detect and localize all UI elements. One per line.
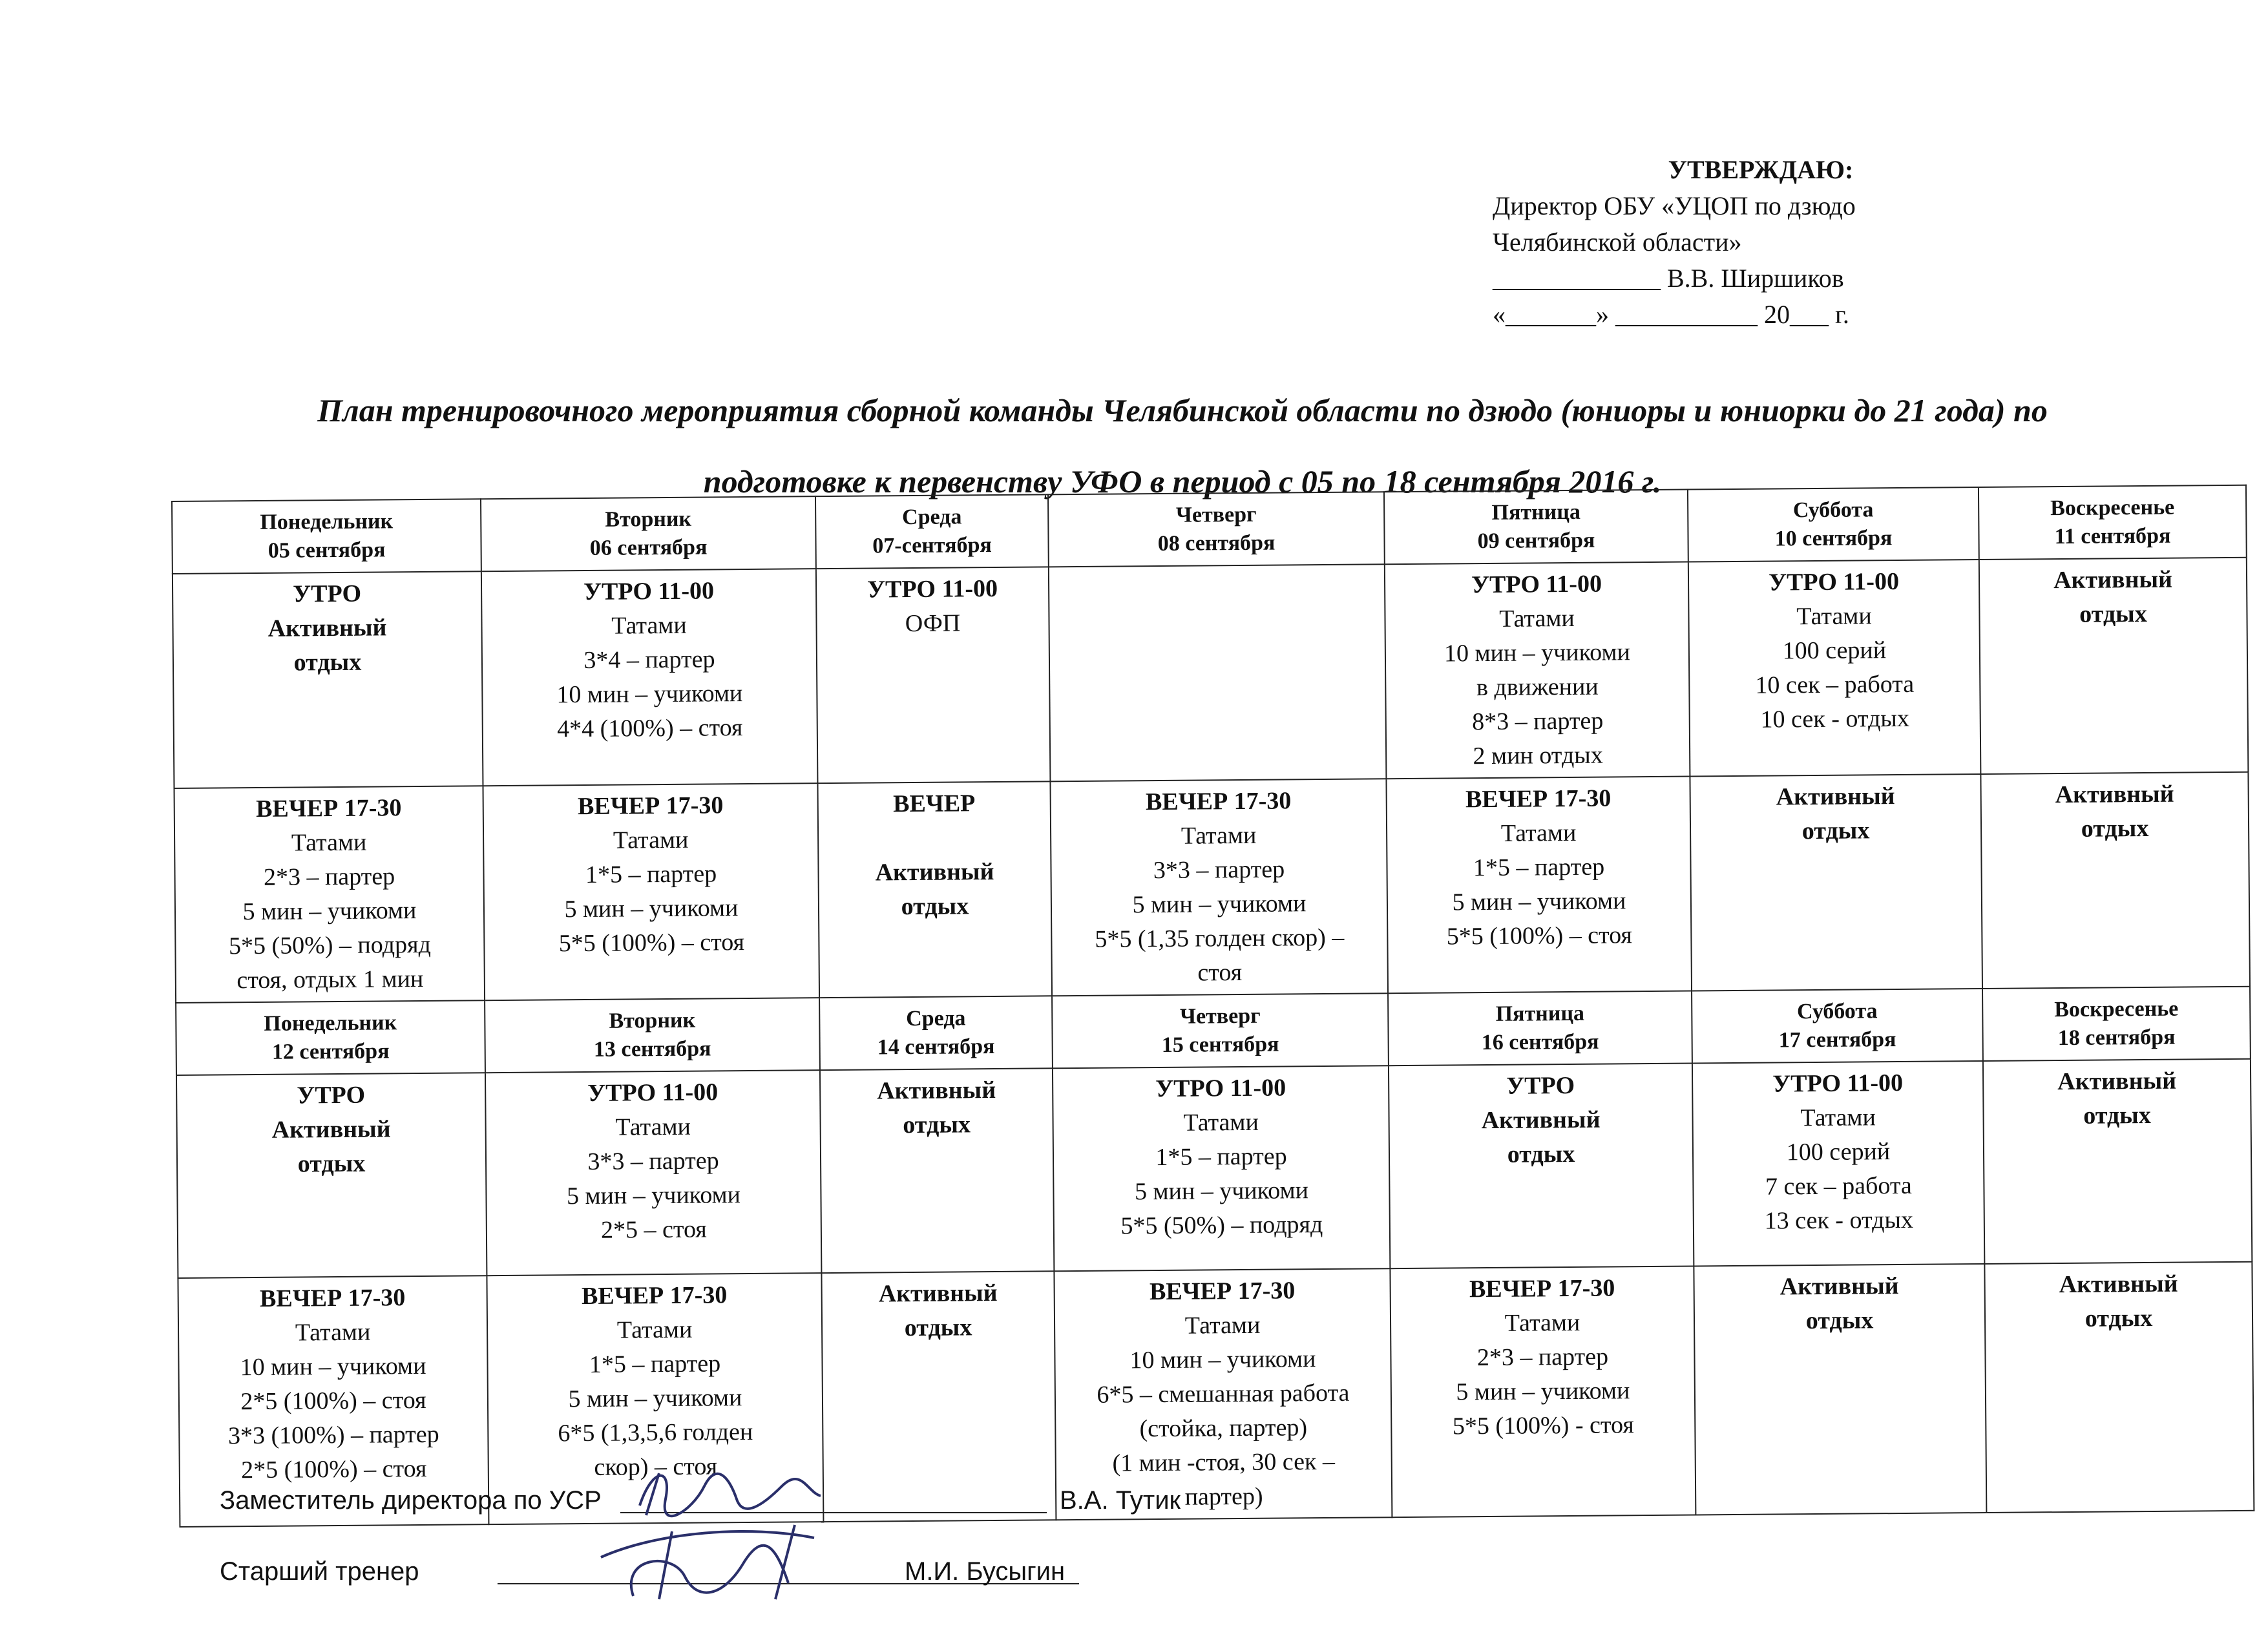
session-rest-label: отдых <box>904 1314 972 1342</box>
session-exercise-line: 5 мин – учикоми <box>564 894 739 923</box>
day-date: 17 сентября <box>1778 1027 1896 1053</box>
session-exercise-line: Татами <box>613 826 689 854</box>
session-exercise-line: скор) – стоя <box>594 1453 718 1481</box>
morning-session-cell <box>1385 562 1690 779</box>
day-name: Суббота <box>1796 999 1878 1024</box>
session-exercise-line: 5*5 (50%) – подряд <box>228 930 431 960</box>
evening-session-cell <box>1386 777 1692 994</box>
session-exercise-line: 10 мин – учикоми <box>556 680 743 709</box>
session-rest-label: Активный <box>271 1115 391 1144</box>
evening-session-cell <box>817 781 1052 998</box>
session-exercise-line: 10 сек – работа <box>1755 670 1915 699</box>
day-name: Четверг <box>1175 502 1257 527</box>
day-date: 18 сентября <box>2057 1025 2176 1051</box>
morning-session-cell <box>1389 1064 1694 1269</box>
session-rest-label: Активный <box>878 1279 998 1308</box>
day-header-cell <box>1692 989 1983 1064</box>
session-exercise-line: ОФП <box>905 609 961 638</box>
session-time: ВЕЧЕР 17-30 <box>1465 784 1612 814</box>
day-header-cell <box>1688 487 1979 562</box>
session-exercise-line: 100 серий <box>1782 636 1887 665</box>
session-exercise-line: 5*5 (100%) – стоя <box>1446 921 1633 951</box>
session-exercise-line: Татами <box>1796 602 1872 631</box>
day-name: Среда <box>901 505 962 530</box>
day-name: Воскресенье <box>2054 996 2179 1022</box>
day-header-cell <box>1982 987 2251 1061</box>
session-rest-label: отдых <box>903 1111 971 1139</box>
session-exercise-line: 2*5 (100%) – стоя <box>241 1455 427 1484</box>
evening-session-cell <box>1054 1268 1392 1520</box>
coach-signature-row <box>220 1557 1189 1628</box>
day-name: Среда <box>906 1006 966 1031</box>
signatures-block <box>220 1486 1189 1628</box>
session-rest-label: Активный <box>2055 780 2174 809</box>
session-exercise-line: 100 серий <box>1786 1138 1891 1166</box>
day-name: Пятница <box>1491 499 1581 525</box>
morning-session-cell <box>173 571 483 788</box>
session-exercise-line: 5 мин – учикоми <box>568 1384 742 1413</box>
day-date: 15 сентября <box>1161 1032 1279 1057</box>
day-name: Вторник <box>609 1008 696 1033</box>
day-date: 08 сентября <box>1157 530 1276 556</box>
session-exercise-line: 1*5 – партер <box>1473 853 1605 882</box>
session-time: ВЕЧЕР 17-30 <box>255 794 402 823</box>
day-name: Пятница <box>1495 1001 1585 1026</box>
morning-session-cell <box>1053 1066 1390 1271</box>
session-time: УТРО 11-00 <box>1471 570 1602 599</box>
morning-session-cell <box>1979 558 2249 774</box>
session-exercise-line: 6*5 (1,3,5,6 голден <box>558 1418 753 1447</box>
session-time: УТРО <box>293 580 362 608</box>
session-rest-label <box>824 820 1045 856</box>
session-exercise-line: в движении <box>1476 673 1599 702</box>
session-exercise-line: 5 мин – учикоми <box>1134 1177 1309 1206</box>
session-rest-label: отдых <box>293 648 362 677</box>
session-rest-label: Активный <box>268 614 387 642</box>
evening-session-cell <box>1050 779 1388 996</box>
session-exercise-line: Татами <box>1184 1311 1261 1339</box>
session-exercise-line: Татами <box>1504 1308 1580 1337</box>
session-exercise-line: Татами <box>295 1318 371 1347</box>
session-rest-label: Активный <box>2057 1067 2177 1096</box>
session-rest-label: Активный <box>877 1077 996 1105</box>
session-exercise-line: 2*5 (100%) – стоя <box>240 1386 426 1416</box>
day-header-cell <box>172 499 481 574</box>
day-date: 11 сентября <box>2054 523 2171 549</box>
coach-name: М.И. Бусыгин <box>905 1557 1066 1586</box>
session-time: УТРО 11-00 <box>1768 568 1900 596</box>
day-date: 07-сентября <box>872 533 992 558</box>
session-exercise-line: (1 мин -стоя, 30 сек – <box>1112 1447 1336 1477</box>
session-time: ВЕЧЕР <box>892 790 976 818</box>
day-header-cell <box>1979 485 2247 560</box>
evening-session-cell <box>1690 774 1982 991</box>
morning-session-cell <box>485 1070 821 1276</box>
session-exercise-line: 5 мин – учикоми <box>1456 1377 1630 1406</box>
session-exercise-line: Татами <box>611 611 687 640</box>
session-exercise-line: 6*5 – смешанная работа <box>1097 1379 1350 1409</box>
session-exercise-line: 1*5 – партер <box>1155 1142 1287 1171</box>
evening-session-cell <box>1980 772 2250 989</box>
session-exercise-line: Татами <box>615 1113 691 1141</box>
session-time: ВЕЧЕР 17-30 <box>581 1281 728 1310</box>
approval-director-line: Директор ОБУ «УЦОП по дзюдо <box>1493 191 1856 220</box>
day-date: 16 сентября <box>1481 1029 1599 1055</box>
coach-signature-scribble <box>582 1518 866 1602</box>
session-exercise-line: 2 мин отдых <box>1473 741 1603 770</box>
session-rest-label: Активный <box>875 858 994 887</box>
deputy-signature-scribble <box>633 1460 827 1525</box>
evening-session-cell <box>1694 1264 1986 1515</box>
session-exercise-line: 3*3 (100%) – партер <box>227 1420 439 1450</box>
session-rest-label: отдых <box>2083 1101 2152 1129</box>
session-exercise-line: 8*3 – партер <box>1471 707 1604 736</box>
session-rest-label: отдых <box>1507 1140 1575 1168</box>
session-time: УТРО 11-00 <box>583 577 715 605</box>
session-rest-label: отдых <box>2079 600 2147 628</box>
session-time: УТРО 11-00 <box>1155 1074 1286 1103</box>
session-time: УТРО 11-00 <box>867 574 998 604</box>
approval-signature-line: _____________ В.В. Ширшиков <box>1493 264 1844 293</box>
evening-session-cell <box>821 1271 1056 1522</box>
session-time: УТРО 11-00 <box>587 1078 719 1107</box>
session-time: УТРО 11-00 <box>1772 1069 1904 1098</box>
session-exercise-line: 5*5 (50%) – подряд <box>1120 1211 1323 1240</box>
day-header-cell <box>1388 991 1692 1066</box>
morning-session-cell <box>176 1073 487 1278</box>
day-header-cell <box>1048 492 1385 567</box>
session-rest-label: Активный <box>1780 1272 1899 1301</box>
evening-session-cell <box>483 783 819 1000</box>
week1-evening-row <box>174 772 2250 1003</box>
morning-session-cell <box>816 567 1051 783</box>
session-exercise-line: 13 сек - отдых <box>1764 1206 1914 1235</box>
session-exercise-line: партер) <box>1184 1482 1263 1511</box>
session-exercise-line: 10 сек - отдых <box>1760 704 1910 733</box>
day-name: Суббота <box>1792 498 1874 523</box>
day-header-cell <box>815 494 1049 569</box>
session-rest-label: Активный <box>1481 1106 1601 1135</box>
session-time: ВЕЧЕР 17-30 <box>259 1284 406 1312</box>
session-exercise-line: 5 мин – учикоми <box>566 1181 741 1210</box>
day-header-cell <box>1384 490 1688 565</box>
session-exercise-line: Татами <box>1499 604 1575 633</box>
deputy-name: В.А. Тутик <box>1060 1486 1181 1515</box>
session-exercise-line: Татами <box>1500 819 1577 847</box>
session-exercise-line: Татами <box>1183 1108 1259 1137</box>
session-exercise-line: стоя, отдых 1 мин <box>236 965 424 994</box>
session-exercise-line: 7 сек – работа <box>1765 1171 1912 1201</box>
day-date: 05 сентября <box>268 538 386 563</box>
day-name: Понедельник <box>260 509 394 534</box>
session-exercise-line: Татами <box>616 1316 693 1344</box>
approval-region-line: Челябинской области» <box>1493 227 1742 257</box>
session-time: УТРО <box>297 1081 366 1109</box>
day-date: 14 сентября <box>877 1035 995 1060</box>
approval-block <box>1493 152 1984 333</box>
session-exercise-line: 2*5 – стоя <box>600 1215 707 1244</box>
training-plan-table <box>171 485 2254 1528</box>
session-time: ВЕЧЕР 17-30 <box>577 792 724 821</box>
evening-session-cell <box>1984 1262 2254 1513</box>
evening-session-cell <box>1390 1266 1696 1518</box>
session-rest-label: Активный <box>1776 782 1895 811</box>
session-exercise-line: Татами <box>1800 1104 1876 1132</box>
day-name: Четверг <box>1179 1003 1261 1029</box>
session-exercise-line: 5*5 (100%) – стоя <box>558 929 745 958</box>
session-exercise-line: 5 мин – учикоми <box>1452 887 1626 916</box>
morning-session-cell <box>1688 560 1981 777</box>
session-rest-label: Активный <box>2059 1270 2178 1299</box>
session-exercise-line: 5*5 (1,35 голден скор) – <box>1095 923 1345 953</box>
session-time: ВЕЧЕР 17-30 <box>1469 1274 1615 1303</box>
day-name: Понедельник <box>264 1011 397 1036</box>
session-exercise-line: 10 мин – учикоми <box>1444 638 1630 667</box>
day-date: 10 сентября <box>1774 526 1893 551</box>
morning-session-cell <box>1983 1059 2252 1264</box>
evening-session-cell <box>174 786 485 1003</box>
session-exercise-line: 5*5 (100%) - стоя <box>1452 1411 1634 1440</box>
title-line-2: подготовке к первенству УФО в период с 05 по 18 сентября 2016 г. <box>703 463 1662 499</box>
day-header-cell <box>1052 993 1389 1068</box>
session-exercise-line: 4*4 (100%) – стоя <box>557 714 743 743</box>
morning-session-cell <box>820 1068 1054 1273</box>
day-date: 13 сентября <box>593 1036 711 1062</box>
day-date: 12 сентября <box>271 1039 390 1064</box>
week2-morning-row <box>176 1059 2252 1278</box>
morning-session-cell <box>1692 1061 1984 1266</box>
session-exercise-line: 5 мин – учикоми <box>242 897 417 926</box>
session-exercise-line: 10 мин – учикоми <box>1129 1345 1316 1374</box>
deputy-label: Заместитель директора по УСР <box>220 1486 602 1515</box>
session-rest-label: отдых <box>2081 814 2149 843</box>
session-rest-label: отдых <box>2084 1304 2153 1332</box>
session-exercise-line: Татами <box>1181 821 1257 850</box>
session-exercise-line: (стойка, партер) <box>1139 1414 1308 1443</box>
week1-morning-row <box>173 558 2249 788</box>
session-time: УТРО <box>1506 1071 1575 1100</box>
morning-session-cell <box>481 569 818 786</box>
session-exercise-line: Татами <box>291 828 367 857</box>
session-exercise-line: 3*4 – партер <box>583 646 715 674</box>
day-date: 06 сентября <box>589 535 708 560</box>
day-date: 09 сентября <box>1477 528 1595 554</box>
session-exercise-line: 2*3 – партер <box>1476 1343 1609 1372</box>
day-name: Воскресенье <box>2050 495 2175 521</box>
session-rest-label: отдых <box>297 1150 366 1178</box>
approval-date-line: «_______» ___________ 20___ г. <box>1493 300 1849 329</box>
day-header-cell <box>481 496 816 571</box>
morning-session-cell <box>1049 564 1387 781</box>
session-time: ВЕЧЕР 17-30 <box>1145 787 1292 816</box>
session-exercise-line: 10 мин – учикоми <box>240 1352 426 1381</box>
session-exercise-line: стоя <box>1197 959 1243 987</box>
day-header-cell <box>819 996 1053 1070</box>
session-rest-label: отдых <box>1805 1307 1874 1335</box>
session-exercise-line: 2*3 – партер <box>263 863 395 891</box>
session-exercise-line: 5 мин – учикоми <box>1132 890 1307 919</box>
coach-label: Старший тренер <box>220 1557 419 1586</box>
day-name: Вторник <box>605 507 692 532</box>
session-exercise-line: 3*3 – партер <box>587 1147 719 1175</box>
session-exercise-line: 1*5 – партер <box>585 860 717 888</box>
session-exercise-line: 1*5 – партер <box>589 1350 721 1378</box>
session-time: ВЕЧЕР 17-30 <box>1149 1277 1296 1306</box>
day-header-cell <box>485 998 820 1073</box>
session-rest-label: Активный <box>2053 565 2173 594</box>
session-exercise-line: 3*3 – партер <box>1153 856 1285 885</box>
approval-title: УТВЕРЖДАЮ: <box>1668 155 1854 184</box>
session-rest-label: отдых <box>1801 817 1870 845</box>
title-line-1: План тренировочного мероприятия сборной команды Челябинской области по дзюдо (юниоры и юниорки до 21 года) по <box>317 392 2048 428</box>
session-rest-label: отдых <box>901 892 969 921</box>
day-header-cell <box>176 1000 485 1075</box>
